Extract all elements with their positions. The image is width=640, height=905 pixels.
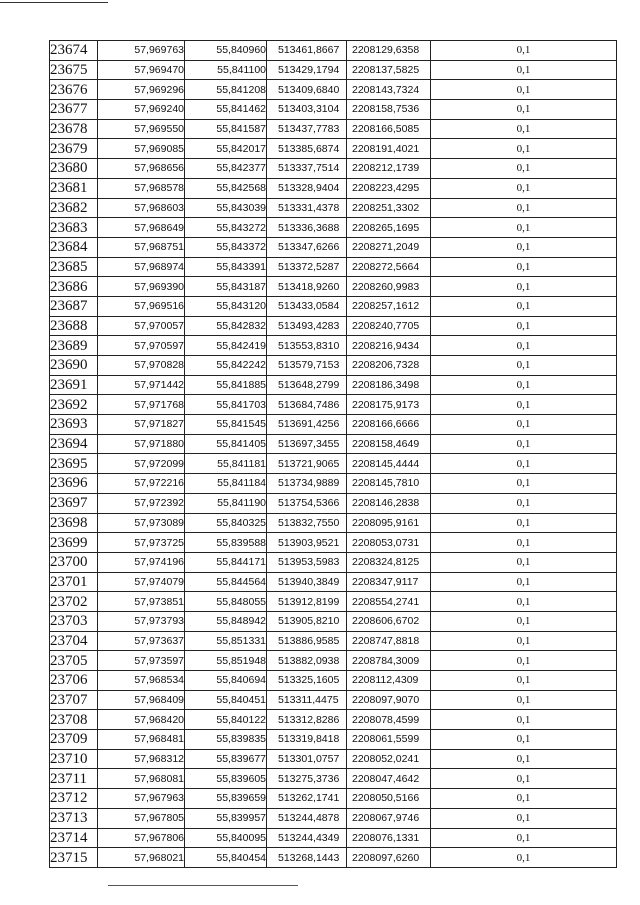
x-coordinate-cell: 513372,5287 <box>267 257 347 277</box>
y-coordinate-cell: 2208212,1739 <box>347 159 431 179</box>
x-coordinate-cell: 513337,7514 <box>267 159 347 179</box>
point-number: 23705 <box>50 651 98 671</box>
y-coordinate-cell: 2208050,5166 <box>347 789 431 809</box>
longitude-cell: 55,842017 <box>185 139 267 159</box>
longitude-cell: 55,840960 <box>185 41 267 61</box>
accuracy-cell: 0,1 <box>431 257 617 277</box>
longitude-cell: 55,843039 <box>185 198 267 218</box>
longitude-cell: 55,840451 <box>185 690 267 710</box>
point-number: 23679 <box>50 139 98 159</box>
footer-rule <box>108 885 298 886</box>
longitude-cell: 55,840325 <box>185 513 267 533</box>
longitude-cell: 55,841181 <box>185 454 267 474</box>
x-coordinate-cell: 513912,8199 <box>267 592 347 612</box>
y-coordinate-cell: 2208112,4309 <box>347 671 431 691</box>
table-row <box>50 316 617 336</box>
x-coordinate-cell: 513275,3736 <box>267 769 347 789</box>
table-row <box>50 395 617 415</box>
point-number: 23686 <box>50 277 98 297</box>
table-row <box>50 198 617 218</box>
longitude-cell: 55,841405 <box>185 434 267 454</box>
point-number: 23713 <box>50 808 98 828</box>
y-coordinate-cell: 2208784,3009 <box>347 651 431 671</box>
longitude-cell: 55,844564 <box>185 572 267 592</box>
latitude-cell: 57,968578 <box>98 178 185 198</box>
accuracy-cell: 0,1 <box>431 375 617 395</box>
accuracy-cell: 0,1 <box>431 769 617 789</box>
longitude-cell: 55,840454 <box>185 848 267 868</box>
accuracy-cell: 0,1 <box>431 789 617 809</box>
latitude-cell: 57,968603 <box>98 198 185 218</box>
table-row <box>50 178 617 198</box>
accuracy-cell: 0,1 <box>431 415 617 435</box>
y-coordinate-cell: 2208053,0731 <box>347 533 431 553</box>
accuracy-cell: 0,1 <box>431 316 617 336</box>
y-coordinate-cell: 2208747,8818 <box>347 631 431 651</box>
table-row <box>50 60 617 80</box>
accuracy-cell: 0,1 <box>431 218 617 238</box>
point-number: 23703 <box>50 611 98 631</box>
point-number: 23694 <box>50 434 98 454</box>
x-coordinate-cell: 513311,4475 <box>267 690 347 710</box>
table-row <box>50 336 617 356</box>
point-number: 23687 <box>50 296 98 316</box>
y-coordinate-cell: 2208166,5085 <box>347 119 431 139</box>
x-coordinate-cell: 513347,6266 <box>267 237 347 257</box>
longitude-cell: 55,843120 <box>185 296 267 316</box>
accuracy-cell: 0,1 <box>431 513 617 533</box>
x-coordinate-cell: 513832,7550 <box>267 513 347 533</box>
accuracy-cell: 0,1 <box>431 296 617 316</box>
latitude-cell: 57,969296 <box>98 80 185 100</box>
y-coordinate-cell: 2208097,9070 <box>347 690 431 710</box>
longitude-cell: 55,841703 <box>185 395 267 415</box>
accuracy-cell: 0,1 <box>431 178 617 198</box>
x-coordinate-cell: 513493,4283 <box>267 316 347 336</box>
longitude-cell: 55,848055 <box>185 592 267 612</box>
latitude-cell: 57,968409 <box>98 690 185 710</box>
point-number: 23680 <box>50 159 98 179</box>
point-number: 23704 <box>50 631 98 651</box>
point-number: 23685 <box>50 257 98 277</box>
longitude-cell: 55,841208 <box>185 80 267 100</box>
accuracy-cell: 0,1 <box>431 710 617 730</box>
longitude-cell: 55,839605 <box>185 769 267 789</box>
y-coordinate-cell: 2208191,4021 <box>347 139 431 159</box>
accuracy-cell: 0,1 <box>431 808 617 828</box>
table-row <box>50 296 617 316</box>
longitude-cell: 55,842377 <box>185 159 267 179</box>
table-row <box>50 454 617 474</box>
x-coordinate-cell: 513697,3455 <box>267 434 347 454</box>
point-number: 23715 <box>50 848 98 868</box>
longitude-cell: 55,842419 <box>185 336 267 356</box>
latitude-cell: 57,969470 <box>98 60 185 80</box>
point-number: 23682 <box>50 198 98 218</box>
table-row <box>50 257 617 277</box>
x-coordinate-cell: 513940,3849 <box>267 572 347 592</box>
table-row <box>50 749 617 769</box>
table-row <box>50 611 617 631</box>
point-number: 23695 <box>50 454 98 474</box>
latitude-cell: 57,971442 <box>98 375 185 395</box>
x-coordinate-cell: 513244,4878 <box>267 808 347 828</box>
point-number: 23702 <box>50 592 98 612</box>
accuracy-cell: 0,1 <box>431 100 617 120</box>
point-number: 23675 <box>50 60 98 80</box>
longitude-cell: 55,839957 <box>185 808 267 828</box>
point-number: 23701 <box>50 572 98 592</box>
latitude-cell: 57,967963 <box>98 789 185 809</box>
accuracy-cell: 0,1 <box>431 572 617 592</box>
header-rule <box>0 2 108 3</box>
table-row <box>50 730 617 750</box>
accuracy-cell: 0,1 <box>431 119 617 139</box>
longitude-cell: 55,848942 <box>185 611 267 631</box>
longitude-cell: 55,851331 <box>185 631 267 651</box>
point-number: 23693 <box>50 415 98 435</box>
table-row <box>50 552 617 572</box>
x-coordinate-cell: 513336,3688 <box>267 218 347 238</box>
x-coordinate-cell: 513882,0938 <box>267 651 347 671</box>
y-coordinate-cell: 2208347,9117 <box>347 572 431 592</box>
latitude-cell: 57,970057 <box>98 316 185 336</box>
point-number: 23676 <box>50 80 98 100</box>
accuracy-cell: 0,1 <box>431 434 617 454</box>
y-coordinate-cell: 2208067,9746 <box>347 808 431 828</box>
y-coordinate-cell: 2208076,1331 <box>347 828 431 848</box>
accuracy-cell: 0,1 <box>431 454 617 474</box>
y-coordinate-cell: 2208216,9434 <box>347 336 431 356</box>
accuracy-cell: 0,1 <box>431 336 617 356</box>
table-row <box>50 513 617 533</box>
point-number: 23697 <box>50 493 98 513</box>
x-coordinate-cell: 513754,5366 <box>267 493 347 513</box>
x-coordinate-cell: 513325,1605 <box>267 671 347 691</box>
point-number: 23706 <box>50 671 98 691</box>
x-coordinate-cell: 513953,5983 <box>267 552 347 572</box>
y-coordinate-cell: 2208129,6358 <box>347 41 431 61</box>
point-number: 23681 <box>50 178 98 198</box>
longitude-cell: 55,841184 <box>185 474 267 494</box>
y-coordinate-cell: 2208166,6666 <box>347 415 431 435</box>
x-coordinate-cell: 513461,8667 <box>267 41 347 61</box>
longitude-cell: 55,839835 <box>185 730 267 750</box>
point-number: 23674 <box>50 41 98 61</box>
latitude-cell: 57,968974 <box>98 257 185 277</box>
table-row <box>50 100 617 120</box>
point-number: 23678 <box>50 119 98 139</box>
point-number: 23710 <box>50 749 98 769</box>
latitude-cell: 57,968534 <box>98 671 185 691</box>
point-number: 23707 <box>50 690 98 710</box>
x-coordinate-cell: 513648,2799 <box>267 375 347 395</box>
longitude-cell: 55,841885 <box>185 375 267 395</box>
longitude-cell: 55,839659 <box>185 789 267 809</box>
y-coordinate-cell: 2208260,9983 <box>347 277 431 297</box>
accuracy-cell: 0,1 <box>431 828 617 848</box>
latitude-cell: 57,972099 <box>98 454 185 474</box>
table-row <box>50 808 617 828</box>
latitude-cell: 57,969550 <box>98 119 185 139</box>
latitude-cell: 57,972392 <box>98 493 185 513</box>
latitude-cell: 57,968081 <box>98 769 185 789</box>
table-row <box>50 592 617 612</box>
table-row <box>50 415 617 435</box>
y-coordinate-cell: 2208206,7328 <box>347 356 431 376</box>
point-number: 23684 <box>50 237 98 257</box>
accuracy-cell: 0,1 <box>431 474 617 494</box>
table-row <box>50 848 617 868</box>
table-row <box>50 139 617 159</box>
latitude-cell: 57,969516 <box>98 296 185 316</box>
accuracy-cell: 0,1 <box>431 730 617 750</box>
longitude-cell: 55,842242 <box>185 356 267 376</box>
x-coordinate-cell: 513579,7153 <box>267 356 347 376</box>
accuracy-cell: 0,1 <box>431 237 617 257</box>
longitude-cell: 55,841190 <box>185 493 267 513</box>
latitude-cell: 57,967806 <box>98 828 185 848</box>
latitude-cell: 57,973793 <box>98 611 185 631</box>
latitude-cell: 57,974196 <box>98 552 185 572</box>
x-coordinate-cell: 513903,9521 <box>267 533 347 553</box>
y-coordinate-cell: 2208061,5599 <box>347 730 431 750</box>
point-number: 23708 <box>50 710 98 730</box>
longitude-cell: 55,843187 <box>185 277 267 297</box>
accuracy-cell: 0,1 <box>431 631 617 651</box>
y-coordinate-cell: 2208554,2741 <box>347 592 431 612</box>
x-coordinate-cell: 513331,4378 <box>267 198 347 218</box>
accuracy-cell: 0,1 <box>431 533 617 553</box>
y-coordinate-cell: 2208265,1695 <box>347 218 431 238</box>
point-number: 23691 <box>50 375 98 395</box>
accuracy-cell: 0,1 <box>431 611 617 631</box>
longitude-cell: 55,843272 <box>185 218 267 238</box>
x-coordinate-cell: 513262,1741 <box>267 789 347 809</box>
latitude-cell: 57,969085 <box>98 139 185 159</box>
y-coordinate-cell: 2208146,2838 <box>347 493 431 513</box>
y-coordinate-cell: 2208097,6260 <box>347 848 431 868</box>
latitude-cell: 57,968312 <box>98 749 185 769</box>
point-number: 23698 <box>50 513 98 533</box>
x-coordinate-cell: 513691,4256 <box>267 415 347 435</box>
latitude-cell: 57,969240 <box>98 100 185 120</box>
accuracy-cell: 0,1 <box>431 690 617 710</box>
accuracy-cell: 0,1 <box>431 277 617 297</box>
x-coordinate-cell: 513403,3104 <box>267 100 347 120</box>
table-row <box>50 710 617 730</box>
y-coordinate-cell: 2208095,9161 <box>347 513 431 533</box>
table-row <box>50 533 617 553</box>
accuracy-cell: 0,1 <box>431 159 617 179</box>
accuracy-cell: 0,1 <box>431 356 617 376</box>
y-coordinate-cell: 2208271,2049 <box>347 237 431 257</box>
accuracy-cell: 0,1 <box>431 60 617 80</box>
longitude-cell: 55,851948 <box>185 651 267 671</box>
point-number: 23712 <box>50 789 98 809</box>
latitude-cell: 57,968751 <box>98 237 185 257</box>
y-coordinate-cell: 2208324,8125 <box>347 552 431 572</box>
latitude-cell: 57,968481 <box>98 730 185 750</box>
x-coordinate-cell: 513301,0757 <box>267 749 347 769</box>
latitude-cell: 57,970828 <box>98 356 185 376</box>
accuracy-cell: 0,1 <box>431 493 617 513</box>
longitude-cell: 55,842568 <box>185 178 267 198</box>
x-coordinate-cell: 513734,9889 <box>267 474 347 494</box>
x-coordinate-cell: 513244,4349 <box>267 828 347 848</box>
latitude-cell: 57,968649 <box>98 218 185 238</box>
accuracy-cell: 0,1 <box>431 552 617 572</box>
y-coordinate-cell: 2208257,1612 <box>347 296 431 316</box>
x-coordinate-cell: 513385,6874 <box>267 139 347 159</box>
point-number: 23689 <box>50 336 98 356</box>
y-coordinate-cell: 2208175,9173 <box>347 395 431 415</box>
y-coordinate-cell: 2208251,3302 <box>347 198 431 218</box>
latitude-cell: 57,973725 <box>98 533 185 553</box>
point-number: 23700 <box>50 552 98 572</box>
x-coordinate-cell: 513268,1443 <box>267 848 347 868</box>
table-row <box>50 119 617 139</box>
point-number: 23711 <box>50 769 98 789</box>
table-row <box>50 434 617 454</box>
accuracy-cell: 0,1 <box>431 80 617 100</box>
x-coordinate-cell: 513328,9404 <box>267 178 347 198</box>
point-number: 23688 <box>50 316 98 336</box>
latitude-cell: 57,969390 <box>98 277 185 297</box>
longitude-cell: 55,843372 <box>185 237 267 257</box>
y-coordinate-cell: 2208143,7324 <box>347 80 431 100</box>
y-coordinate-cell: 2208240,7705 <box>347 316 431 336</box>
x-coordinate-cell: 513886,9585 <box>267 631 347 651</box>
longitude-cell: 55,840122 <box>185 710 267 730</box>
accuracy-cell: 0,1 <box>431 651 617 671</box>
latitude-cell: 57,968420 <box>98 710 185 730</box>
x-coordinate-cell: 513312,8286 <box>267 710 347 730</box>
table-row <box>50 375 617 395</box>
table-row <box>50 493 617 513</box>
y-coordinate-cell: 2208145,7810 <box>347 474 431 494</box>
latitude-cell: 57,968656 <box>98 159 185 179</box>
latitude-cell: 57,973851 <box>98 592 185 612</box>
latitude-cell: 57,973089 <box>98 513 185 533</box>
longitude-cell: 55,841587 <box>185 119 267 139</box>
point-number: 23714 <box>50 828 98 848</box>
accuracy-cell: 0,1 <box>431 41 617 61</box>
x-coordinate-cell: 513684,7486 <box>267 395 347 415</box>
table-row <box>50 277 617 297</box>
point-number: 23696 <box>50 474 98 494</box>
point-number: 23683 <box>50 218 98 238</box>
latitude-cell: 57,971827 <box>98 415 185 435</box>
y-coordinate-cell: 2208052,0241 <box>347 749 431 769</box>
accuracy-cell: 0,1 <box>431 749 617 769</box>
table-row <box>50 671 617 691</box>
accuracy-cell: 0,1 <box>431 671 617 691</box>
latitude-cell: 57,973637 <box>98 631 185 651</box>
x-coordinate-cell: 513553,8310 <box>267 336 347 356</box>
y-coordinate-cell: 2208272,5664 <box>347 257 431 277</box>
y-coordinate-cell: 2208186,3498 <box>347 375 431 395</box>
latitude-cell: 57,974079 <box>98 572 185 592</box>
point-number: 23690 <box>50 356 98 376</box>
x-coordinate-cell: 513433,0584 <box>267 296 347 316</box>
table-row <box>50 631 617 651</box>
latitude-cell: 57,971880 <box>98 434 185 454</box>
accuracy-cell: 0,1 <box>431 198 617 218</box>
point-number: 23692 <box>50 395 98 415</box>
y-coordinate-cell: 2208047,4642 <box>347 769 431 789</box>
table-row <box>50 356 617 376</box>
latitude-cell: 57,969763 <box>98 41 185 61</box>
accuracy-cell: 0,1 <box>431 592 617 612</box>
longitude-cell: 55,839588 <box>185 533 267 553</box>
longitude-cell: 55,841100 <box>185 60 267 80</box>
table-row <box>50 789 617 809</box>
longitude-cell: 55,841545 <box>185 415 267 435</box>
longitude-cell: 55,840095 <box>185 828 267 848</box>
longitude-cell: 55,839677 <box>185 749 267 769</box>
y-coordinate-cell: 2208145,4444 <box>347 454 431 474</box>
table-row <box>50 769 617 789</box>
latitude-cell: 57,970597 <box>98 336 185 356</box>
table-body <box>50 41 617 868</box>
point-number: 23677 <box>50 100 98 120</box>
y-coordinate-cell: 2208158,4649 <box>347 434 431 454</box>
y-coordinate-cell: 2208137,5825 <box>347 60 431 80</box>
longitude-cell: 55,844171 <box>185 552 267 572</box>
table-row <box>50 159 617 179</box>
longitude-cell: 55,841462 <box>185 100 267 120</box>
coordinates-table <box>49 40 617 868</box>
latitude-cell: 57,972216 <box>98 474 185 494</box>
table-row <box>50 41 617 61</box>
latitude-cell: 57,973597 <box>98 651 185 671</box>
y-coordinate-cell: 2208606,6702 <box>347 611 431 631</box>
x-coordinate-cell: 513437,7783 <box>267 119 347 139</box>
accuracy-cell: 0,1 <box>431 395 617 415</box>
table-row <box>50 218 617 238</box>
x-coordinate-cell: 513418,9260 <box>267 277 347 297</box>
x-coordinate-cell: 513905,8210 <box>267 611 347 631</box>
point-number: 23699 <box>50 533 98 553</box>
accuracy-cell: 0,1 <box>431 848 617 868</box>
latitude-cell: 57,967805 <box>98 808 185 828</box>
table-row <box>50 690 617 710</box>
x-coordinate-cell: 513429,1794 <box>267 60 347 80</box>
table-row <box>50 474 617 494</box>
latitude-cell: 57,971768 <box>98 395 185 415</box>
table-row <box>50 80 617 100</box>
table-row <box>50 651 617 671</box>
table-row <box>50 572 617 592</box>
y-coordinate-cell: 2208223,4295 <box>347 178 431 198</box>
longitude-cell: 55,840694 <box>185 671 267 691</box>
x-coordinate-cell: 513409,6840 <box>267 80 347 100</box>
table-row <box>50 828 617 848</box>
x-coordinate-cell: 513721,9065 <box>267 454 347 474</box>
latitude-cell: 57,968021 <box>98 848 185 868</box>
y-coordinate-cell: 2208158,7536 <box>347 100 431 120</box>
longitude-cell: 55,842832 <box>185 316 267 336</box>
longitude-cell: 55,843391 <box>185 257 267 277</box>
table-row <box>50 237 617 257</box>
x-coordinate-cell: 513319,8418 <box>267 730 347 750</box>
point-number: 23709 <box>50 730 98 750</box>
accuracy-cell: 0,1 <box>431 139 617 159</box>
y-coordinate-cell: 2208078,4599 <box>347 710 431 730</box>
